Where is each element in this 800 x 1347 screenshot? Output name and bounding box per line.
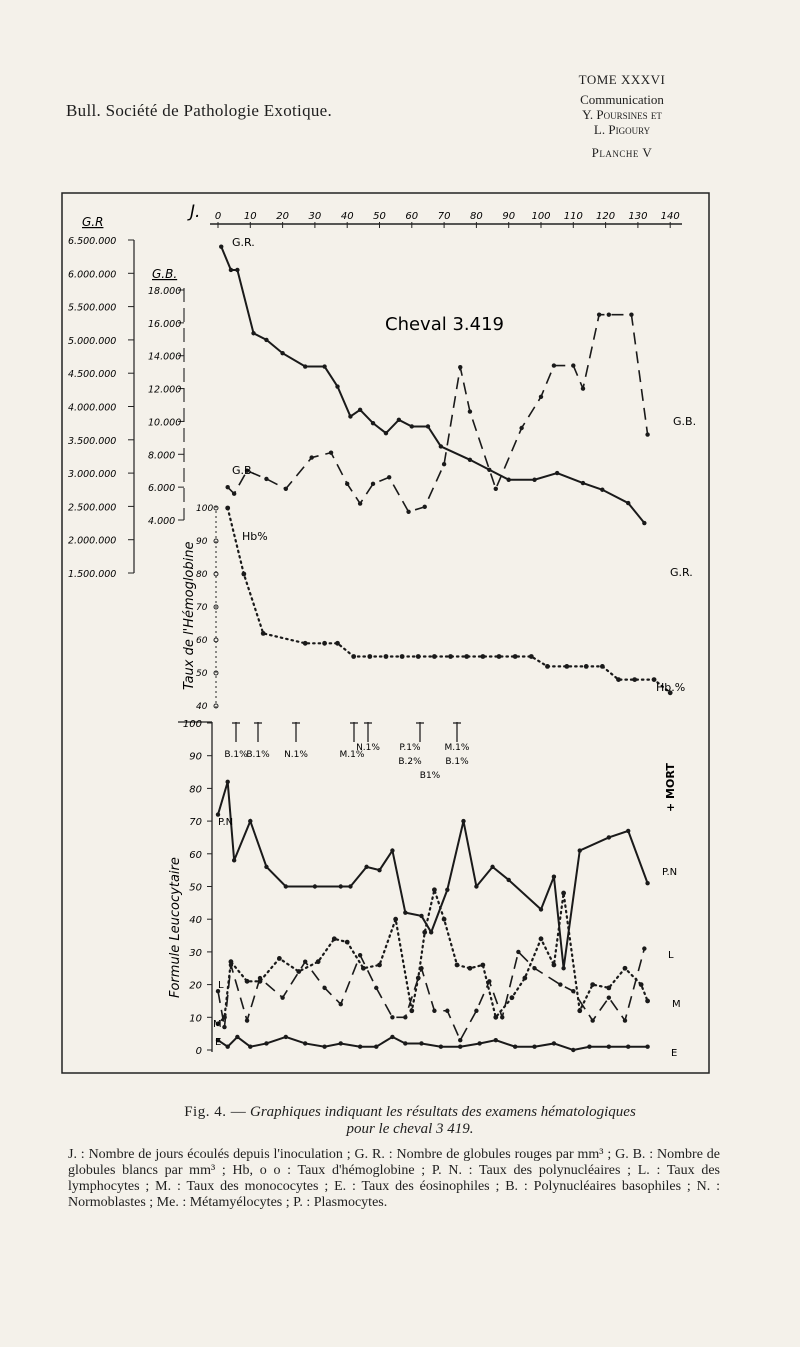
e-point <box>458 1045 462 1049</box>
m-point <box>645 999 650 1004</box>
e-point <box>587 1045 591 1049</box>
pn-point <box>539 907 543 911</box>
e-point <box>303 1041 307 1045</box>
j-tick-label: 120 <box>596 211 616 222</box>
hb-point <box>616 677 621 682</box>
j-tick-label: 110 <box>563 211 583 222</box>
series-label-e: E <box>215 1037 222 1048</box>
gr-point <box>322 364 326 368</box>
hb-point <box>225 506 230 511</box>
e-point <box>477 1041 481 1045</box>
figure-labels <box>213 236 696 1059</box>
j-tick-label: 100 <box>531 211 551 222</box>
pn-point <box>607 835 611 839</box>
l-point <box>474 1009 478 1013</box>
figure-series <box>216 244 673 1052</box>
gr-point <box>358 408 362 412</box>
figure-number: Fig. 4. — <box>184 1104 247 1120</box>
l-point <box>390 1015 394 1019</box>
series-annotation: Hb.% <box>656 681 686 694</box>
gb-point <box>264 477 268 481</box>
pn-point <box>377 868 381 872</box>
j-tick-label: 90 <box>502 211 516 222</box>
pn-point <box>578 848 582 852</box>
gb-tick-label: 14.000 <box>148 351 182 363</box>
l-point <box>532 966 536 970</box>
leuco-tick-label: 80 <box>189 784 202 796</box>
pn-point <box>348 884 352 888</box>
hb-point <box>400 654 405 659</box>
pn-point <box>561 966 565 970</box>
gr-tick-label: 6.500.000 <box>68 236 117 247</box>
l-point <box>222 1025 226 1029</box>
hb-point <box>241 572 246 577</box>
hb-point <box>564 664 569 669</box>
series-label-e: E <box>671 1048 678 1059</box>
gr-tick-label: 4.000.000 <box>68 402 117 414</box>
gb-point <box>494 487 498 491</box>
gr-axis-label: G.R <box>82 215 104 229</box>
e-point <box>264 1041 268 1045</box>
pn-point <box>248 819 252 823</box>
gb-point <box>539 395 543 399</box>
pn-point <box>626 829 630 833</box>
gb-tick-label: 8.000 <box>148 450 176 462</box>
pn-point <box>403 910 407 914</box>
hb-point <box>416 654 421 659</box>
gr-point <box>384 431 388 435</box>
marker-label: B1% <box>419 771 441 781</box>
gb-point <box>329 450 333 454</box>
hb-tick-label: 50 <box>196 669 208 679</box>
e-point <box>645 1045 649 1049</box>
marker-label: M.1% <box>444 743 470 753</box>
marker-label: B.1% <box>246 750 270 760</box>
marker-label: N.1% <box>356 743 380 753</box>
m-point <box>422 930 427 935</box>
chart-title: Cheval 3.419 <box>385 314 504 335</box>
e-line <box>218 1037 648 1050</box>
e-point <box>532 1045 536 1049</box>
j-tick-label: 80 <box>470 211 483 222</box>
m-point <box>590 982 595 987</box>
e-point <box>607 1045 611 1049</box>
leuco-tick-label: 60 <box>189 849 202 861</box>
l-point <box>432 1009 436 1013</box>
series-label-pn: P.N <box>218 817 234 828</box>
e-point <box>626 1045 630 1049</box>
pn-point <box>264 865 268 869</box>
leuco-tick-label: 10 <box>189 1013 202 1025</box>
m-point <box>522 976 527 981</box>
gr-point <box>555 471 559 475</box>
hb-point <box>335 641 340 646</box>
marker-label: B.1% <box>445 757 469 767</box>
hb-tick-label: 100 <box>196 504 214 514</box>
gb-axis-label: G.B. <box>152 267 178 281</box>
m-point <box>393 917 398 922</box>
leuco-tick-label: 0 <box>195 1046 202 1057</box>
leuco-tick-label: 30 <box>189 947 202 959</box>
l-point <box>571 989 575 993</box>
gr-point <box>264 338 268 342</box>
m-point <box>245 979 250 984</box>
l-point <box>500 1015 504 1019</box>
pn-point <box>225 780 229 784</box>
hb-point <box>351 654 356 659</box>
gb-point <box>607 312 611 316</box>
tome-label: TOME XXXVI <box>578 72 666 87</box>
gr-tick-label: 5.500.000 <box>68 302 117 314</box>
gb-point <box>371 482 375 486</box>
hb-point <box>584 664 589 669</box>
e-point <box>439 1045 443 1049</box>
series-label-m: M <box>672 999 681 1010</box>
journal-title: Bull. Société de Pathologie Exotique. <box>66 101 333 120</box>
gr-point <box>626 501 630 505</box>
hb-point <box>632 677 637 682</box>
gb-tick-label: 10.000 <box>148 417 182 429</box>
leuco-tick-label: 20 <box>189 980 202 992</box>
pn-line <box>218 782 648 968</box>
pn-point <box>339 884 343 888</box>
series-annotation: G.B. <box>232 464 256 477</box>
series-annotation: Hb% <box>242 530 268 543</box>
leuco-tick-label: 50 <box>189 882 202 894</box>
figure-static <box>68 202 682 1057</box>
l-point <box>623 1018 627 1022</box>
e-point <box>571 1048 575 1052</box>
authors-line-2: L. Pigoury <box>593 122 651 137</box>
m-point <box>416 976 421 981</box>
gb-point <box>423 505 427 509</box>
l-point <box>516 950 520 954</box>
gb-tick-label: 16.000 <box>148 318 182 330</box>
l-point <box>358 953 362 957</box>
hb-point <box>513 654 518 659</box>
gr-tick-label: 2.000.000 <box>68 535 117 547</box>
m-point <box>377 963 382 968</box>
gb-point <box>345 482 349 486</box>
gr-point <box>468 458 472 462</box>
e-point <box>235 1035 239 1039</box>
gr-point <box>280 351 284 355</box>
m-point <box>577 1008 582 1013</box>
gb-point <box>519 426 523 430</box>
l-point <box>374 986 378 990</box>
hb-point <box>367 654 372 659</box>
hb-tick-label: 80 <box>196 570 208 580</box>
m-point <box>552 963 557 968</box>
gb-tick-label: 4.000 <box>148 516 176 527</box>
gr-point <box>335 384 339 388</box>
pn-point <box>552 874 556 878</box>
m-point <box>455 963 460 968</box>
gr-point <box>532 478 536 482</box>
pn-point <box>419 914 423 918</box>
marker-label: B.1% <box>224 750 248 760</box>
l-point <box>607 995 611 999</box>
l-point <box>280 995 284 999</box>
e-point <box>225 1045 229 1049</box>
gb-point <box>358 501 362 505</box>
hb-point <box>303 641 308 646</box>
caption-title-1: Graphiques indiquant les résultats des examens hématologiques <box>249 1104 636 1120</box>
pn-point <box>364 865 368 869</box>
gb-point <box>468 409 472 413</box>
planche-label: Planche V <box>591 145 653 160</box>
m-point <box>606 985 611 990</box>
marker-label: B.2% <box>398 757 422 767</box>
m-point <box>345 940 350 945</box>
gr-point <box>600 488 604 492</box>
gb-point <box>597 312 601 316</box>
gr-point <box>251 331 255 335</box>
gb-point <box>225 485 229 489</box>
pn-point <box>429 930 433 934</box>
gr-point <box>235 268 239 272</box>
hb-tick-label: 60 <box>196 636 208 646</box>
series-annotation: G.R. <box>670 566 693 579</box>
gb-point <box>458 365 462 369</box>
m-point <box>229 959 234 964</box>
j-tick-label: 50 <box>373 211 386 222</box>
l-point <box>458 1038 462 1042</box>
gb-point <box>442 462 446 466</box>
hb-point <box>448 654 453 659</box>
m-point <box>539 936 544 941</box>
gr-tick-label: 6.000.000 <box>68 269 117 281</box>
e-point <box>248 1045 252 1049</box>
m-point <box>316 959 321 964</box>
hb-tick-label: 40 <box>196 702 208 712</box>
marker-label: M.1% <box>339 750 365 760</box>
pn-point <box>461 819 465 823</box>
gr-point <box>410 424 414 428</box>
gb-point <box>552 363 556 367</box>
e-point <box>552 1041 556 1045</box>
m-point <box>561 891 566 896</box>
pn-point <box>474 884 478 888</box>
l-line <box>218 949 644 1041</box>
leuco-tick-label: 70 <box>189 817 202 829</box>
gb-tick-label: 18.000 <box>148 286 182 297</box>
j-tick-label: 60 <box>405 211 419 222</box>
gb-point <box>581 386 585 390</box>
gr-tick-label: 4.500.000 <box>68 369 117 381</box>
series-label-m: M <box>213 1019 222 1030</box>
m-point <box>432 887 437 892</box>
e-point <box>390 1035 394 1039</box>
gr-point <box>303 364 307 368</box>
gb-point <box>232 492 236 496</box>
gr-point <box>581 481 585 485</box>
m-point <box>623 966 628 971</box>
gr-tick-label: 2.500.000 <box>68 502 117 514</box>
gr-point <box>507 478 511 482</box>
m-point <box>258 979 263 984</box>
m-point <box>277 956 282 961</box>
gr-tick-label: 3.000.000 <box>68 469 117 481</box>
l-point <box>445 1009 449 1013</box>
gb-point <box>406 510 410 514</box>
j-tick-label: 40 <box>340 211 354 222</box>
m-point <box>222 1015 227 1020</box>
j-tick-label: 70 <box>437 211 451 222</box>
gr-point <box>397 418 401 422</box>
e-point <box>284 1035 288 1039</box>
communication-label: Communication <box>580 92 664 107</box>
hb-point <box>529 654 534 659</box>
j-tick-label: 10 <box>243 211 257 222</box>
m-point <box>409 1008 414 1013</box>
gb-point <box>309 455 313 459</box>
hb-tick-label: 90 <box>196 537 208 547</box>
hb-axis-title: Taux de l'Hémoglobine <box>182 541 197 690</box>
m-point <box>442 917 447 922</box>
e-point <box>374 1045 378 1049</box>
j-tick-label: 20 <box>276 211 289 222</box>
death-label: + MORT <box>664 763 677 812</box>
e-point <box>494 1038 498 1042</box>
gr-point <box>229 268 233 272</box>
gr-tick-label: 3.500.000 <box>68 435 117 447</box>
series-annotation: G.B. <box>673 415 697 428</box>
hb-point <box>261 631 266 636</box>
e-point <box>419 1041 423 1045</box>
pn-point <box>645 881 649 885</box>
j-tick-label: 30 <box>308 211 322 222</box>
j-tick-label: 130 <box>628 211 648 222</box>
gr-point <box>348 414 352 418</box>
hb-point <box>497 654 502 659</box>
pn-point <box>490 865 494 869</box>
m-point <box>361 966 366 971</box>
m-point <box>296 969 301 974</box>
hb-tick-label: 70 <box>196 603 208 613</box>
gb-point <box>629 312 633 316</box>
leuco-axis-title: Formule Leucocytaire <box>168 857 183 998</box>
l-point <box>245 1018 249 1022</box>
leuco-tick-label: 90 <box>189 751 202 763</box>
gb-point <box>645 432 649 436</box>
m-point <box>332 936 337 941</box>
l-point <box>322 986 326 990</box>
hb-point <box>545 664 550 669</box>
gr-tick-label: 5.000.000 <box>68 335 117 347</box>
e-point <box>339 1041 343 1045</box>
gb-tick-label: 12.000 <box>148 384 182 396</box>
e-point <box>513 1045 517 1049</box>
m-point <box>493 1015 498 1020</box>
series-label-l: L <box>668 950 674 961</box>
marker-label: P.1% <box>399 743 421 753</box>
gr-point <box>487 468 491 472</box>
caption-title-2: pour le cheval 3 419. <box>346 1121 474 1137</box>
gr-point <box>371 421 375 425</box>
pn-point <box>445 888 449 892</box>
hb-point <box>600 664 605 669</box>
m-point <box>480 963 485 968</box>
pn-point <box>507 878 511 882</box>
series-annotation: G.R. <box>232 236 255 249</box>
j-tick-label: 0 <box>214 211 222 222</box>
figure-legend: J. : Nombre de jours écoulés depuis l'inoculation ; G. R. : Nombre de globules rouges par mm³ ; G. B. : Nombre de globules blancs par mm³ ; Hb, o o : Taux d'hémoglobine ; P. N. : Taux des polynucléaires ; L. : Taux des lymphocytes ; M. : Taux des monococytes ; E. : Taux des éosinophiles ; B. : Polynucléaires basophiles ; N. : Normoblastes ; Me. : Métamyélocytes ; P. : Plasmocytes. <box>68 1147 720 1210</box>
l-point <box>558 982 562 986</box>
l-point <box>303 960 307 964</box>
hb-point <box>322 641 327 646</box>
series-label-l: L <box>218 980 224 991</box>
hb-point <box>432 654 437 659</box>
gr-point <box>439 444 443 448</box>
pn-point <box>390 848 394 852</box>
gr-point <box>642 521 646 525</box>
e-point <box>403 1041 407 1045</box>
e-point <box>322 1045 326 1049</box>
m-point <box>468 966 473 971</box>
l-point <box>339 1002 343 1006</box>
hb-point <box>464 654 469 659</box>
m-point <box>510 995 515 1000</box>
j-axis-label: J. <box>190 202 201 222</box>
j-tick-label: 140 <box>660 211 680 222</box>
pn-point <box>232 858 236 862</box>
leuco-tick-label: 100 <box>182 719 202 730</box>
gr-point <box>219 244 223 248</box>
pn-point <box>284 884 288 888</box>
figure-caption <box>100 1104 720 1138</box>
gb-tick-label: 6.000 <box>148 483 176 495</box>
marker-label: N.1% <box>284 750 308 760</box>
pn-point <box>313 884 317 888</box>
l-point <box>590 1018 594 1022</box>
gb-point <box>387 475 391 479</box>
hb-point <box>384 654 389 659</box>
gb-point <box>284 487 288 491</box>
e-point <box>358 1045 362 1049</box>
authors-line-1: Y. Poursines et <box>582 107 662 122</box>
m-point <box>639 982 644 987</box>
series-label-pn: P.N <box>662 867 678 878</box>
l-point <box>642 946 646 950</box>
l-point <box>403 1015 407 1019</box>
gr-point <box>426 424 430 428</box>
gr-tick-label: 1.500.000 <box>68 569 117 580</box>
gb-point <box>571 363 575 367</box>
leuco-tick-label: 40 <box>189 915 202 927</box>
hb-point <box>480 654 485 659</box>
